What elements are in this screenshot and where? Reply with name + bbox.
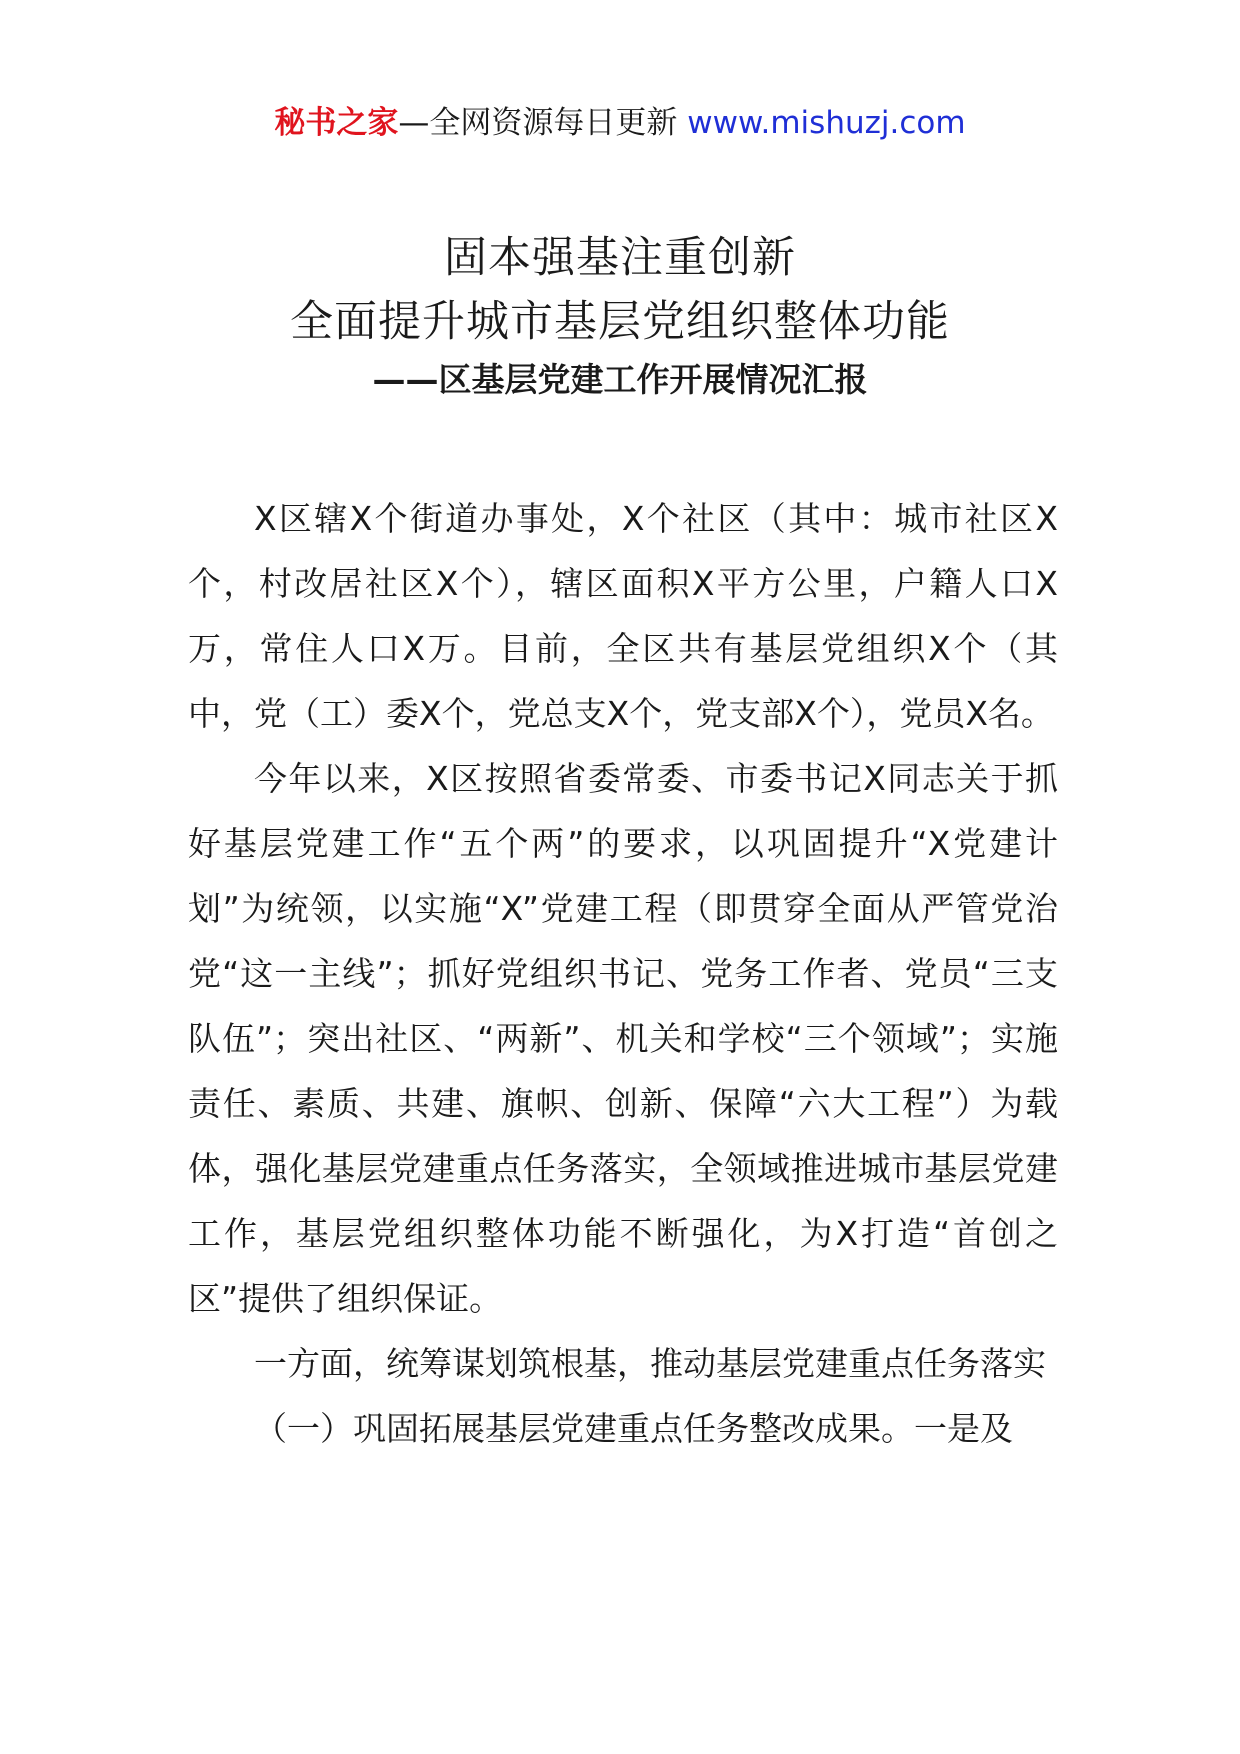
site-url-link[interactable]: www.mishuzj.com — [687, 105, 966, 141]
document-body — [188, 486, 1058, 1461]
header-tagline: —全网资源每日更新 — [398, 105, 678, 141]
site-header-banner — [0, 100, 1240, 146]
section-heading-paragraph: 一方面，统筹谋划筑根基，推动基层党建重点任务落实 — [254, 1344, 1046, 1383]
document-title-line-1: 固本强基注重创新 — [444, 233, 796, 283]
document-title-line-2: 全面提升城市基层党组织整体功能 — [290, 297, 950, 347]
body-paragraph: X区辖X个街道办事处，X个社区（其中：城市社区X个，村改居社区X个），辖区面积X平方公里，户籍人口X万，常住人口X万。目前，全区共有基层党组织X个（其中，党（工）委X个，党总支X个，党支部X个），党员X名。 — [188, 499, 1058, 733]
body-paragraph: 今年以来，X区按照省委常委、市委书记X同志关于抓好基层党建工作“五个两”的要求，以巩固提升“X党建计划”为统领，以实施“X”党建工程（即贯穿全面从严管党治党“这一主线”；抓好党组织书记、党务工作者、党员“三支队伍”；突出社区、“两新”、机关和学校“三个领域”；实施责任、素质、共建、旗帜、创新、保障“六大工程”）为载体，强化基层党建重点任务落实，全领域推进城市基层党建工作，基层党组织整体功能不断强化，为X打造“首创之区”提供了组织保证。 — [188, 759, 1058, 1318]
document-title-block — [0, 226, 1240, 404]
subsection-heading-paragraph: （一）巩固拓展基层党建重点任务整改成果。一是及 — [254, 1409, 1013, 1448]
document-subtitle: ——区基层党建工作开展情况汇报 — [372, 360, 868, 399]
brand-name: 秘书之家 — [274, 105, 399, 141]
